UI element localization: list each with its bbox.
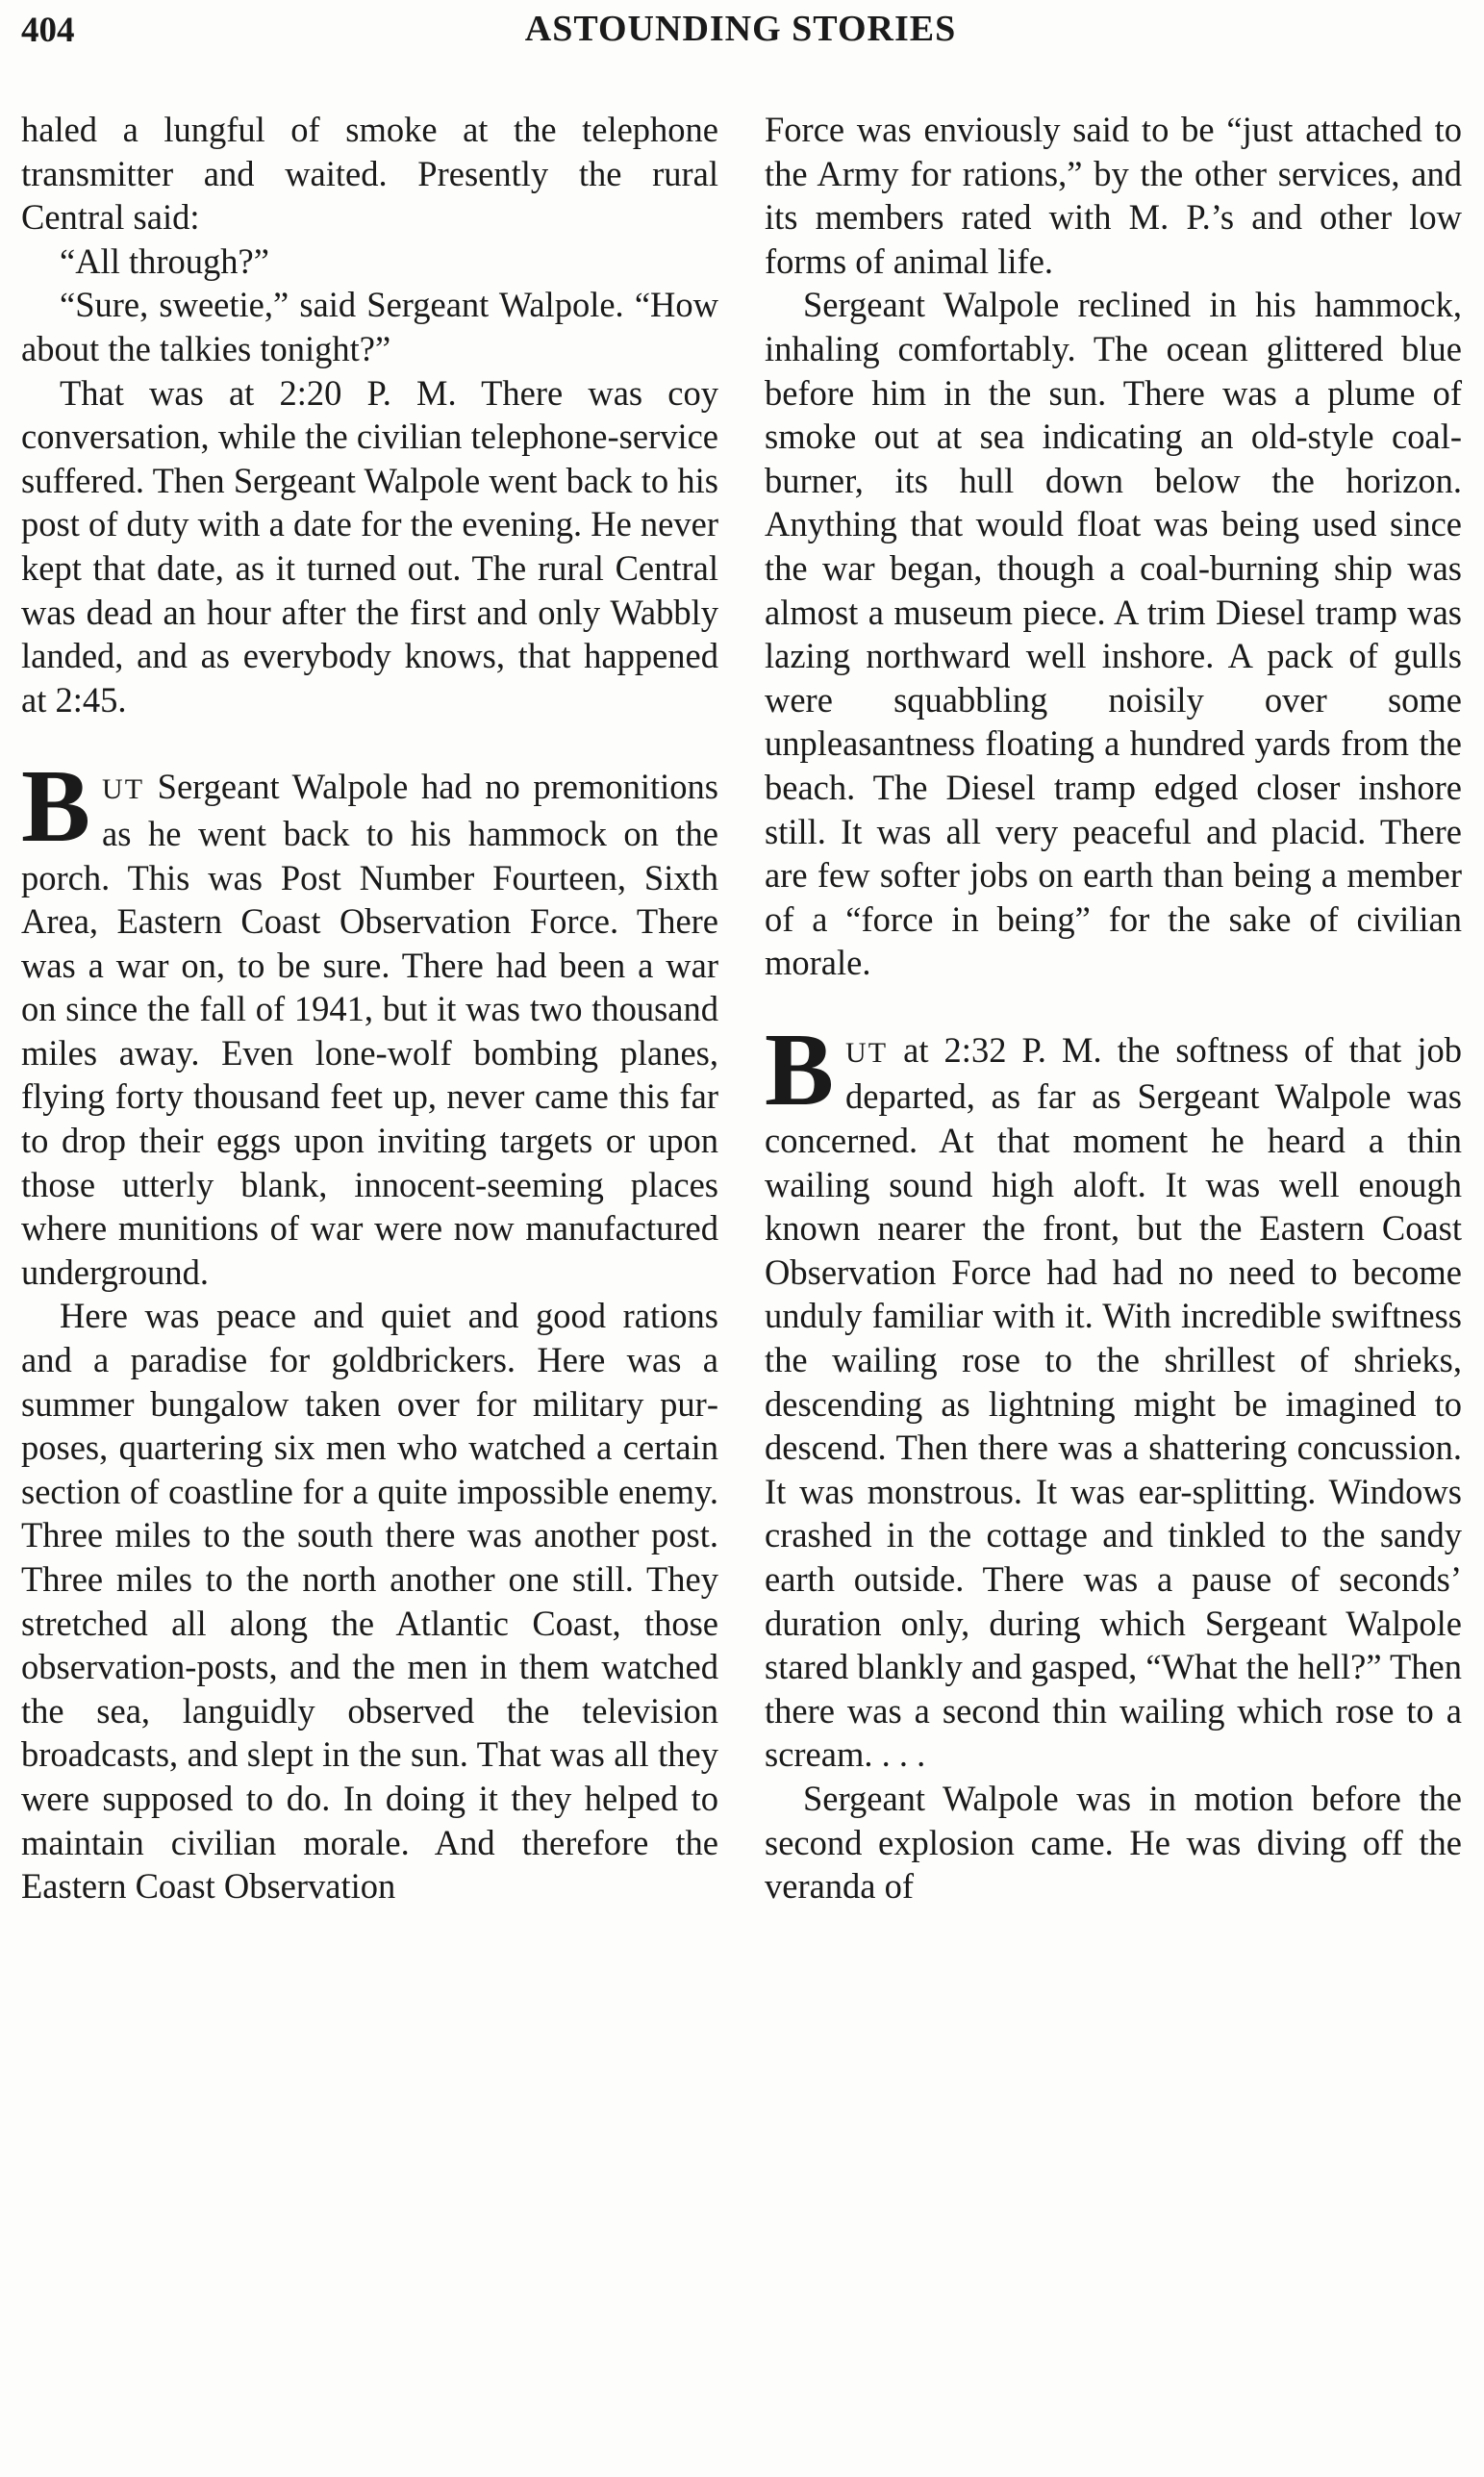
paragraph: Sergeant Walpole reclined in his hammock, inhaling comfortably. The ocean glittered blue before him in the sun. There was a plume of smoke out at sea indicating an old-style coal-burner, its hull down below the horizon. Anything that would float was being used since the war began, though a coal-burning ship was almost a museum piece. A trim Diesel tramp was lazing northward well inshore. A pack of gulls were squabbling noisily over some unpleasantness floating a hundred yards from the beach. The Diesel tramp edged closer inshore still. It was all very peaceful and placid. There are few softer jobs on earth than being a member of a “force in being” for the sake of civilian morale. [765, 285, 1462, 983]
paragraph-text: Sergeant Walpole had no premonitions as he went back to his hammock on the porch. This was Post Number Fourteen, Sixth Area, Eastern Coast Observation Force. There was a war on, to be sure. There had been a war on since the fall of 1941, but it was two thousand miles away. Even lone-wolf bombing planes, flying forty thousand feet up, never came this far to drop their eggs upon inviting targets or upon those utterly blank, innocent-seeming places where munitions of war were now manufactured underground. [21, 767, 718, 1292]
small-caps-lead: UT [102, 773, 145, 806]
section-break [765, 985, 1462, 1028]
section-opening-paragraph [765, 1012, 1462, 1777]
paragraph: “Sure, sweetie,” said Sergeant Walpole. “How about the talkies tonight?” [21, 285, 718, 368]
paragraph: haled a lungful of smoke at the telephone transmitter and waited. Presently the rural Central said: [21, 110, 718, 238]
small-caps-lead: UT [845, 1036, 889, 1069]
page-number: 404 [21, 11, 75, 50]
section-break [21, 721, 718, 765]
left-column [21, 108, 718, 1908]
paragraph: “All through?” [60, 240, 269, 281]
paragraph: Here was peace and quiet and good rations and a paradise for goldbrickers. Here was a summer bungalow taken over for military purposes, quartering six men who watched a certain section of coastline for a quite impossible enemy. Three miles to the south there was another post. Three miles to the north another one still. They stretched all along the Atlantic Coast, those observation-posts, and the men in them watched the sea, languidly observed the television broadcasts, and slept in the sun. That was all they were supposed to do. In doing it they helped to maintain civilian morale. And therefore the Eastern Coast Observation [21, 1296, 718, 1907]
paragraph-text: at 2:32 P. M. the softness of that job departed, as far as Sergeant Walpole was concerned. At that moment he heard a thin wailing sound high aloft. It was well enough known nearer the front, but the Eastern Coast Observation Force had had no need to become unduly familiar with it. With incredible swiftness the wailing rose to the shrillest of shrieks, descending as lightning might be imagined to descend. Then there was a shattering concussion. It was monstrous. It was ear-splitting. Windows crashed in the cottage and tinkled to the sandy earth outside. There was a pause of seconds’ duration only, during which Sergeant Walpole stared blankly and gasped, “What the hell?” Then there was a second thin wailing which rose to a scream. . . . [765, 1029, 1462, 1775]
right-column [765, 108, 1462, 1908]
section-opening-paragraph [21, 749, 718, 1294]
drop-cap: B [765, 1012, 835, 1127]
page-header [19, 8, 1462, 56]
paragraph: Force was enviously said to be “just attached to the Army for rations,” by the other services, and its members rated with M. P.’s and other low forms of animal life. [765, 110, 1462, 281]
running-head: ASTOUNDING STORIES [524, 9, 957, 49]
paragraph: That was at 2:20 P. M. There was coy conversation, while the civilian telephone-service suffered. Then Sergeant Walpole went back to his post of duty with a date for the evening. He never kept that date, as it turned out. The rural Central was dead an hour after the first and only Wabbly landed, and as everybody knows, that happened at 2:45. [21, 372, 718, 720]
paragraph: Sergeant Walpole was in motion before the second explosion came. He was diving off the veranda of [765, 1778, 1462, 1907]
drop-cap: B [21, 749, 91, 865]
